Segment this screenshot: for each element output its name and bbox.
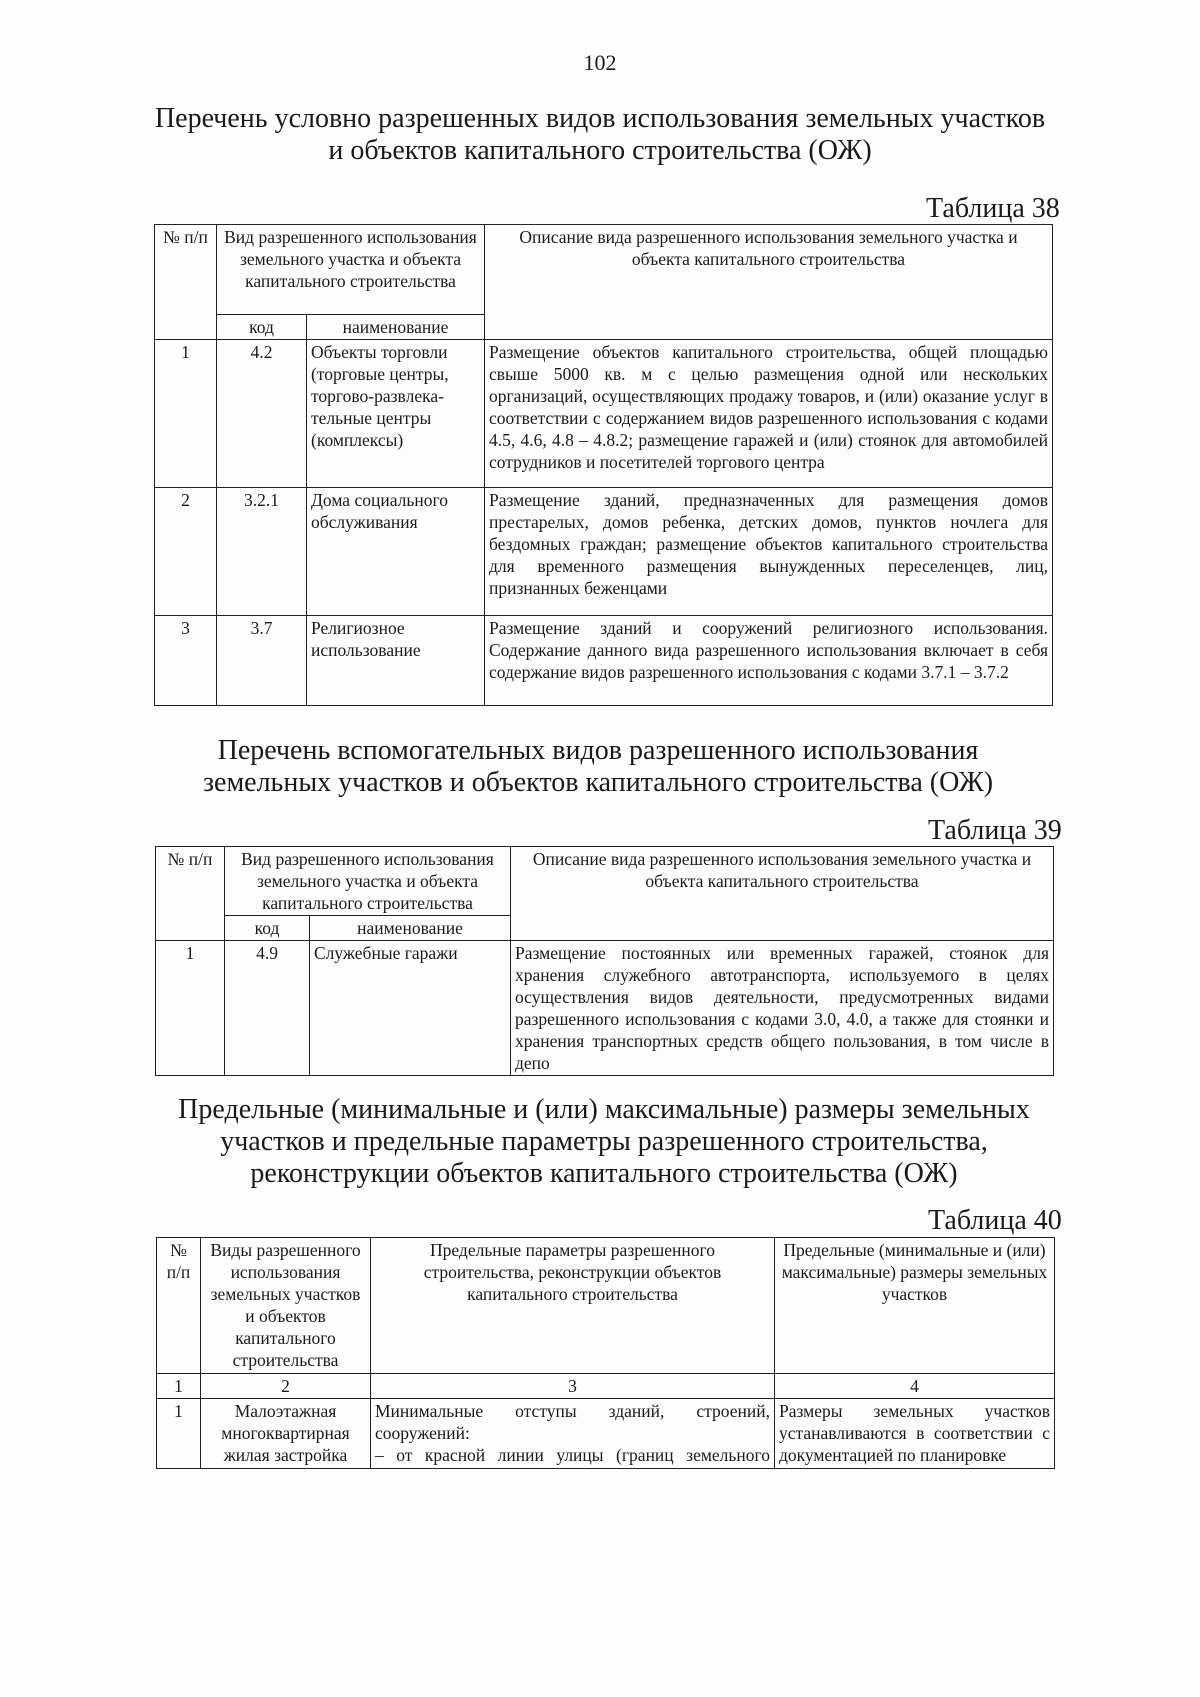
row-name: Дома социального обслуживания <box>307 488 485 616</box>
row-code: 3.7 <box>217 616 307 706</box>
heading-conditional-uses <box>0 103 1200 167</box>
row-code: 4.9 <box>225 941 310 1076</box>
header-use-type: Вид разрешенного использования земельного участка и объекта капитального строительства <box>217 225 485 315</box>
row-number: 3 <box>155 616 217 706</box>
table-40-caption: Таблица 40 <box>928 1205 1062 1236</box>
heading-auxiliary-uses <box>0 735 1198 799</box>
row-plot-sizes: Размеры земельных участков устанавливаются в соответствии с документацией по планировке <box>775 1399 1055 1469</box>
row-parameters <box>371 1399 775 1469</box>
header-description-cont <box>485 315 1053 340</box>
row-number: 2 <box>155 488 217 616</box>
header-code: код <box>217 315 307 340</box>
column-number: 3 <box>371 1374 775 1399</box>
table-38-caption: Таблица 38 <box>926 193 1060 224</box>
heading-line: Перечень вспомогательных видов разрешенного использования <box>217 735 979 766</box>
header-name: наименование <box>307 315 485 340</box>
parameter-line: – от красной линии улицы (границ земельного <box>375 1445 770 1465</box>
row-name: Религиозное использование <box>307 616 485 706</box>
header-description: Описание вида разрешенного использования земельного участка и объекта капитального строительства <box>485 225 1053 315</box>
header-description: Описание вида разрешенного использования земельного участка и объекта капитального строительства <box>511 847 1054 916</box>
row-description: Размещение постоянных или временных гаражей, стоянок для хранения служебного автотранспорта, используемого в целях осуществления видов деятельности, предусмотренных видами разрешенного использования с кодами 3.0, 4.0, а также для стоянки и хранения транспортных средств общего пользования, в том числе в депо <box>511 941 1054 1076</box>
row-number: 1 <box>157 1399 201 1469</box>
header-use-type: Вид разрешенного использования земельного участка и объекта капитального строительства <box>225 847 511 916</box>
column-number-row <box>157 1374 1055 1399</box>
heading-line: земельных участков и объектов капитального строительства (ОЖ) <box>202 767 994 798</box>
header-number: № п/п <box>155 225 217 340</box>
table-row <box>156 941 1054 1076</box>
row-name: Объекты торговли (торговые центры, торгово-развлека-тельные центры (комплексы) <box>307 340 485 488</box>
row-code: 3.2.1 <box>217 488 307 616</box>
table-row <box>155 616 1053 706</box>
table-row <box>155 488 1053 616</box>
header-code: код <box>225 916 310 941</box>
row-use-type: Малоэтажная многоквартирная жилая застройка <box>201 1399 371 1469</box>
header-use-types: Виды разрешенного использования земельных участков и объектов капитального строительства <box>201 1238 371 1374</box>
table-40 <box>156 1237 1055 1469</box>
column-number: 2 <box>201 1374 371 1399</box>
header-name: наименование <box>310 916 511 941</box>
header-number: № п/п <box>157 1238 201 1374</box>
column-number: 4 <box>775 1374 1055 1399</box>
page-number: 102 <box>583 50 617 75</box>
header-description-cont <box>511 916 1054 941</box>
table-row <box>157 1399 1055 1469</box>
heading-line: реконструкции объектов капитального строительства (ОЖ) <box>250 1158 958 1189</box>
heading-line: Предельные (минимальные и (или) максимальные) размеры земельных <box>178 1094 1030 1125</box>
row-code: 4.2 <box>217 340 307 488</box>
table-row <box>155 340 1053 488</box>
heading-limit-sizes <box>4 1094 1200 1190</box>
table-39 <box>155 846 1054 1076</box>
table-38 <box>154 224 1053 706</box>
heading-line: и объектов капитального строительства (ОЖ) <box>328 135 872 166</box>
table-39-caption: Таблица 39 <box>928 815 1062 846</box>
row-description: Размещение зданий, предназначенных для размещения домов престарелых, домов ребенка, детских домов, пунктов ночлега для бездомных граждан; размещение объектов капитального строительства для временного размещения вынужденных переселенцев, лиц, признанных беженцами <box>485 488 1053 616</box>
column-number: 1 <box>157 1374 201 1399</box>
row-description: Размещение зданий и сооружений религиозного использования. Содержание данного вида разрешенного использования включает в себя содержание видов разрешенного использования с кодами 3.7.1 – 3.7.2 <box>485 616 1053 706</box>
row-number: 1 <box>155 340 217 488</box>
header-plot-sizes: Предельные (минимальные и (или) максимальные) размеры земельных участков <box>775 1238 1055 1374</box>
heading-line: Перечень условно разрешенных видов использования земельных участков <box>154 103 1046 134</box>
heading-line: участков и предельные параметры разрешенного строительства, <box>220 1126 988 1157</box>
header-parameters: Предельные параметры разрешенного строительства, реконструкции объектов капитального строительства <box>371 1238 775 1374</box>
header-number: № п/п <box>156 847 225 941</box>
row-description: Размещение объектов капитального строительства, общей площадью свыше 5000 кв. м с целью размещения одной или нескольких организаций, осуществляющих продажу товаров, и (или) оказание услуг в соответствии с содержанием видов разрешенного использования с кодами 4.5, 4.6, 4.8 – 4.8.2; размещение гаражей и (или) стоянок для автомобилей сотрудников и посетителей торгового центра <box>485 340 1053 488</box>
row-name: Служебные гаражи <box>310 941 511 1076</box>
row-number: 1 <box>156 941 225 1076</box>
parameter-line: Минимальные отступы зданий, строений, сооружений: <box>375 1401 770 1443</box>
